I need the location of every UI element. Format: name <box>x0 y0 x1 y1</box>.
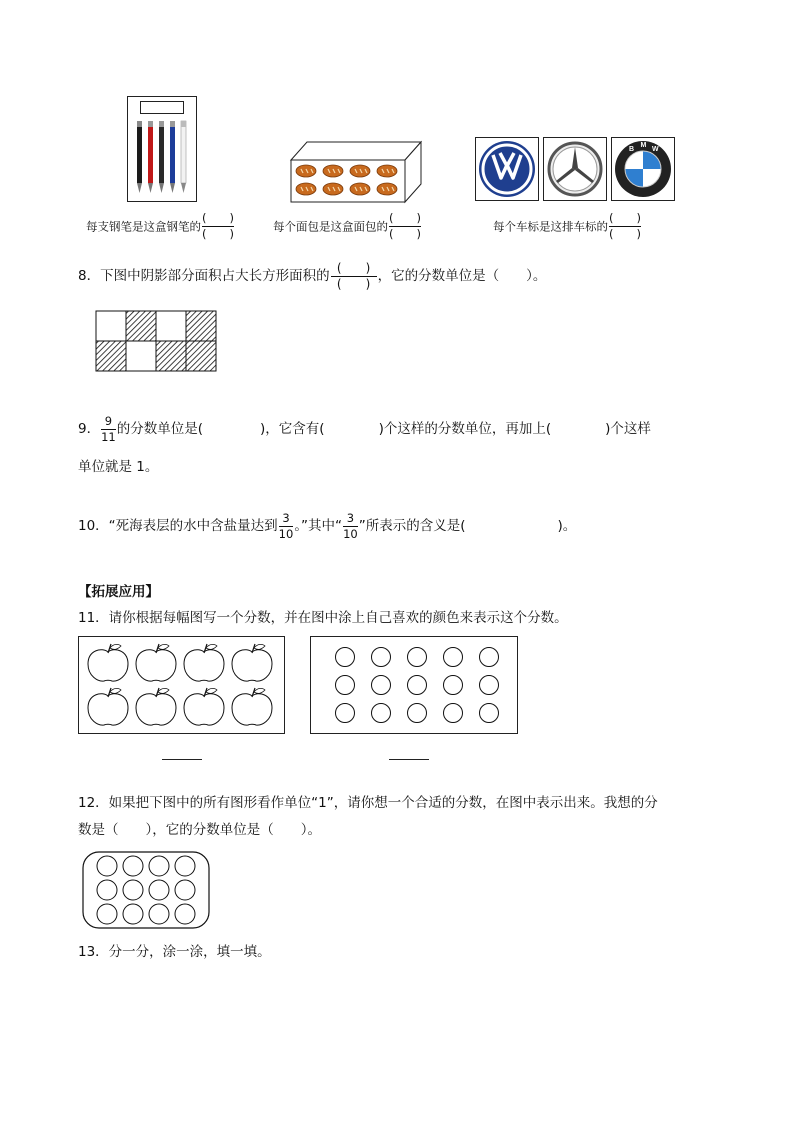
pens-caption <box>86 212 235 241</box>
tray-circle-2[interactable] <box>123 856 143 876</box>
circle-10[interactable] <box>480 676 499 695</box>
section-title-extension: 【拓展应用】 <box>78 584 159 600</box>
grid-cell-0-1 <box>126 311 156 341</box>
question-11: 11．请你根据每幅图写一个分数，并在图中涂上自己喜欢的颜色来表示这个分数。 <box>78 610 568 626</box>
circle-7[interactable] <box>372 676 391 695</box>
pen-3 <box>159 121 164 193</box>
pens-caption-text: 每支钢笔是这盒钢笔的 <box>86 219 201 234</box>
bmw-logo <box>611 137 675 201</box>
tray-circle-9[interactable] <box>97 904 117 924</box>
apple-1 <box>88 644 128 681</box>
tray-circle-1[interactable] <box>97 856 117 876</box>
apple-7 <box>184 688 224 725</box>
grid-cell-1-3 <box>186 341 216 371</box>
tray-circle-4[interactable] <box>175 856 195 876</box>
circle-3[interactable] <box>408 648 427 667</box>
pen-box-figure <box>127 96 197 202</box>
apple-6 <box>136 688 176 725</box>
pens-answer-fraction[interactable]: $\frac{( )}{( )}$ <box>202 211 234 241</box>
q10-part-3: ”所表示的含义是( <box>358 518 466 534</box>
tray-circle-6[interactable] <box>123 880 143 900</box>
tray-circle-11[interactable] <box>149 904 169 924</box>
pen-box-label <box>140 101 184 114</box>
tray-circle-12[interactable] <box>175 904 195 924</box>
question-12-line-1: 12．如果把下图中的所有图形看作单位“1”，请你想一个合适的分数，在图中表示出来。我想的分 <box>78 795 658 811</box>
bread-8 <box>377 183 397 195</box>
circle-15[interactable] <box>480 704 499 723</box>
bread-answer-fraction[interactable]: $\frac{( )}{( )}$ <box>389 211 421 241</box>
circle-14[interactable] <box>444 704 463 723</box>
pen-2 <box>148 121 153 193</box>
circles-box[interactable] <box>310 636 518 734</box>
circle-12[interactable] <box>372 704 391 723</box>
bread-7 <box>350 183 370 195</box>
pens-illustration <box>128 115 196 201</box>
apples-box[interactable] <box>78 636 285 734</box>
grid-cell-0-2 <box>156 311 186 341</box>
tray-circle-7[interactable] <box>149 880 169 900</box>
bmw-letter-m: M <box>640 142 647 149</box>
logos-answer-fraction[interactable]: $\frac{( )}{( )}$ <box>609 211 641 241</box>
q9-fraction: $\frac{9}{11}$ <box>101 413 116 444</box>
q10-fraction-2: $\frac{3}{10}$ <box>343 510 358 541</box>
circle-2[interactable] <box>372 648 391 667</box>
apple-5 <box>88 688 128 725</box>
q8-answer-fraction[interactable]: $\frac{( )}{( )}$ <box>331 262 377 291</box>
bread-6 <box>323 183 343 195</box>
question-9-line-2: 单位就是 1。 <box>78 459 159 475</box>
circle-4[interactable] <box>444 648 463 667</box>
grid-cell-0-3 <box>186 311 216 341</box>
q9-text-a: 的分数单位是( <box>116 421 204 437</box>
tray-circle-10[interactable] <box>123 904 143 924</box>
circle-11[interactable] <box>336 704 355 723</box>
circle-1[interactable] <box>336 648 355 667</box>
bread-box-figure <box>289 140 423 204</box>
car-logos-strip <box>475 137 677 203</box>
apple-4 <box>232 644 272 681</box>
logos-caption <box>493 212 642 241</box>
bmw-letter-w: W <box>652 146 659 153</box>
pen-5 <box>181 121 186 193</box>
q11-answer-blank-1[interactable] <box>162 759 202 760</box>
circle-5[interactable] <box>480 648 499 667</box>
question-12-line-2: 数是（ ），它的分数单位是（ ）。 <box>78 822 321 838</box>
apple-8 <box>232 688 272 725</box>
q9-prefix: 9． <box>78 421 101 437</box>
apples-illustration <box>79 637 284 733</box>
pen-1 <box>137 121 142 193</box>
grid-cell-1-1 <box>126 341 156 371</box>
q9-text-c: )个这样的分数单位，再加上( <box>378 421 552 437</box>
bmw-letter-b: B <box>629 146 635 153</box>
bread-3 <box>350 165 370 177</box>
vw-logo <box>475 137 539 201</box>
circle-9[interactable] <box>444 676 463 695</box>
q8-rectangle-grid <box>95 310 219 374</box>
question-10 <box>78 507 576 545</box>
grid-cell-1-2 <box>156 341 186 371</box>
q11-answer-blank-2[interactable] <box>389 759 429 760</box>
tray-circle-5[interactable] <box>97 880 117 900</box>
question-13: 13．分一分，涂一涂，填一填。 <box>78 944 271 960</box>
question-9-line-1 <box>78 410 651 448</box>
bread-1 <box>296 165 316 177</box>
circle-6[interactable] <box>336 676 355 695</box>
bread-caption-text: 每个面包是这盒面包的 <box>273 219 388 234</box>
bread-5 <box>296 183 316 195</box>
circle-8[interactable] <box>408 676 427 695</box>
q9-text-d: )个这样 <box>605 421 651 437</box>
logos-caption-text: 每个车标是这排车标的 <box>493 219 608 234</box>
q8-text-after: ，它的分数单位是（ ）。 <box>377 268 547 284</box>
grid-cell-1-0 <box>96 341 126 371</box>
bread-4 <box>377 165 397 177</box>
pen-4 <box>170 121 175 193</box>
mercedes-logo <box>543 137 607 201</box>
tray-circle-8[interactable] <box>175 880 195 900</box>
tray-circle-3[interactable] <box>149 856 169 876</box>
apple-2 <box>136 644 176 681</box>
q9-text-b: )，它含有( <box>260 421 325 437</box>
q12-circles-tray[interactable] <box>82 851 210 929</box>
grid-cell-0-0 <box>96 311 126 341</box>
bread-caption <box>273 212 422 241</box>
q10-part-1: 10．“死海表层的水中含盐量达到 <box>78 518 278 534</box>
bread-2 <box>323 165 343 177</box>
q10-part-2: 。”其中“ <box>294 518 343 534</box>
q8-text-before: 8．下图中阴影部分面积占大长方形面积的 <box>78 268 330 284</box>
apple-3 <box>184 644 224 681</box>
circles-illustration <box>311 637 517 733</box>
q10-part-4: )。 <box>557 518 577 534</box>
question-8 <box>78 258 546 294</box>
circle-13[interactable] <box>408 704 427 723</box>
q10-fraction-1: $\frac{3}{10}$ <box>278 510 294 541</box>
